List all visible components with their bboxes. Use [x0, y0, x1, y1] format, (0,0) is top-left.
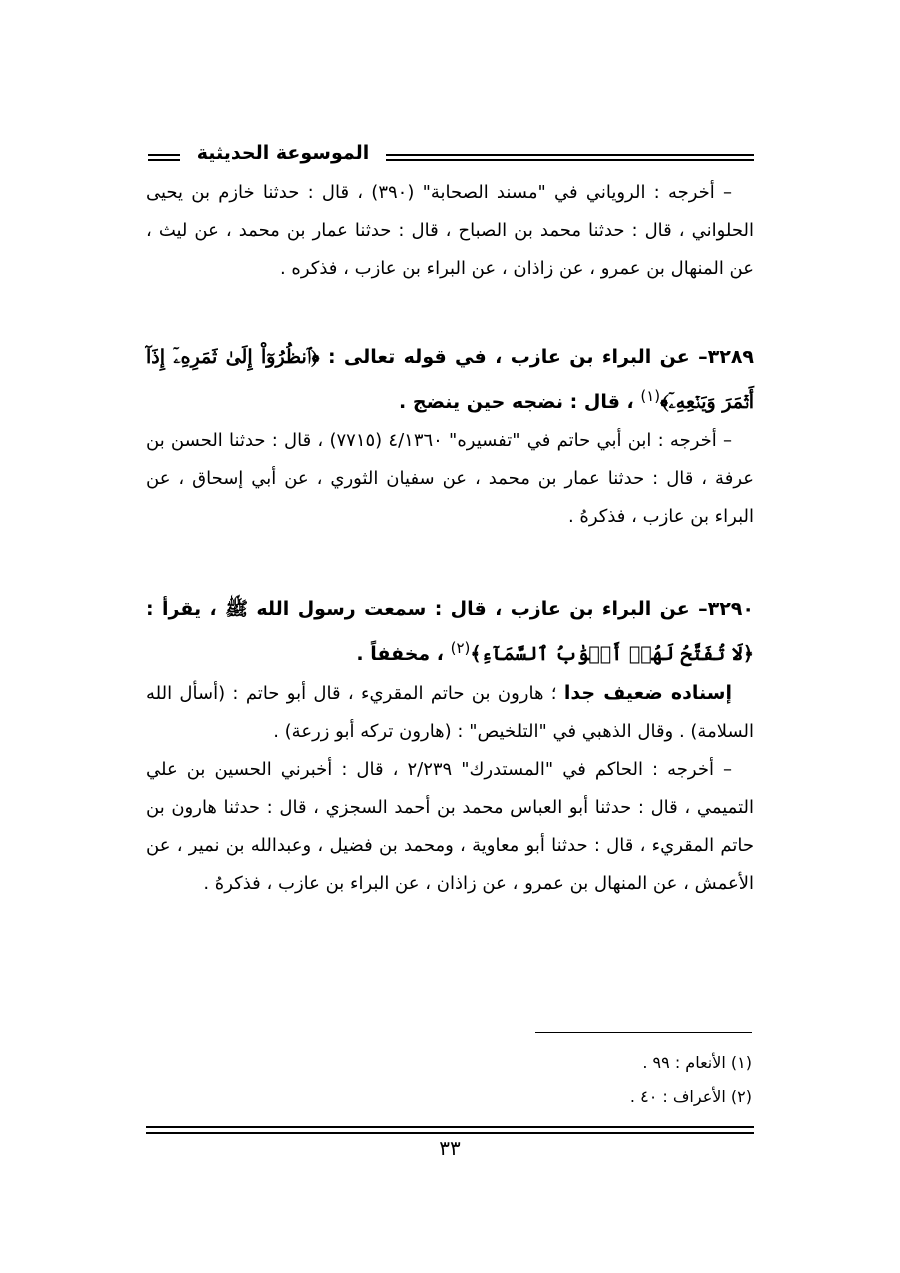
hadith-heading-prefix: ٣٢٨٩– عن البراء بن عازب ، في قوله تعالى : [319, 346, 755, 368]
footnote-separator [535, 1032, 752, 1033]
header-rule-right [386, 154, 754, 161]
isnad-text: ؛ هارون بن حاتم المقريء ، قال أبو حاتم : (أسأل الله السلامة) . وقال الذهبي في "التلخيص" : (هارون تركه أبو زرعة) . [146, 683, 754, 742]
footnote-mark: (٢) [450, 639, 471, 657]
hadith-heading [146, 338, 754, 422]
footnote-mark: (١) [640, 387, 661, 405]
hadith-heading [146, 590, 754, 674]
takhrij-paragraph: – أخرجه : الروياني في "مسند الصحابة" (٣٩٠) ، قال : حدثنا خازم بن يحيى الحلواني ، قال : حدثنا محمد بن الصباح ، قال : حدثنا عمار بن محمد ، عن ليث ، عن المنهال بن عمرو ، عن زاذان ، عن البراء بن عازب ، فذكره . [146, 182, 754, 279]
quran-verse: ﴿ٱنظُرُوٓاْ إِلَىٰ ثَمَرِهِۦٓ إِذَآ أَثۡمَرَ وَيَنۡعِهِۦٓ﴾ [146, 346, 754, 413]
hadith-3290 [146, 590, 754, 903]
hadith-3289 [146, 338, 754, 536]
hadith-heading-prefix: ٣٢٩٠– عن البراء بن عازب ، قال : سمعت رسول الله ﷺ ، يقرأ : [146, 598, 754, 620]
footer-rule [146, 1126, 754, 1134]
footnote-item: (١) الأنعام : ٩٩ . [642, 1053, 752, 1072]
quran-verse: ﴿لَا تُفَتَّحُ لَهُمۡ أَبۡوَٰبُ ٱلسَّمَآءِ﴾ [470, 643, 754, 665]
header-rule-left [148, 154, 180, 161]
takhrij-block-previous [146, 174, 754, 288]
takhrij-paragraph: – أخرجه : الحاكم في "المستدرك" ٢/٢٣٩ ، قال : أخبرني الحسين بن علي التميمي ، قال : حدثنا أبو العباس محمد بن أحمد السجزي ، قال : حدثنا هارون بن حاتم المقريء ، قال : حدثنا أبو معاوية ، ومحمد بن فضيل ، وعبدالله بن نمير ، عن الأعمش ، عن المنهال بن عمرو ، عن زاذان ، عن البراء بن عازب ، فذكرهُ . [146, 759, 754, 894]
running-header [148, 140, 754, 176]
isnad-paragraph [146, 674, 754, 751]
footnote-item: (٢) الأعراف : ٤٠ . [629, 1087, 752, 1106]
hadith-heading-suffix: ، قال : نضجه حين ينضج . [399, 391, 641, 413]
hadith-heading-suffix: ، مخففاً . [356, 643, 451, 665]
page-number: ٣٣ [439, 1136, 461, 1160]
footnotes [146, 1046, 752, 1114]
isnad-label: إسناده ضعيف جدا [563, 682, 732, 704]
takhrij-paragraph: – أخرجه : ابن أبي حاتم في "تفسيره" ٤/١٣٦٠ (٧٧١٥) ، قال : حدثنا الحسن بن عرفة ، قال : حدثنا عمار بن محمد ، عن سفيان الثوري ، عن أبي إسحاق ، عن البراء بن عازب ، فذكرهُ . [146, 430, 754, 527]
header-title: الموسوعة الحديثية [196, 142, 370, 164]
